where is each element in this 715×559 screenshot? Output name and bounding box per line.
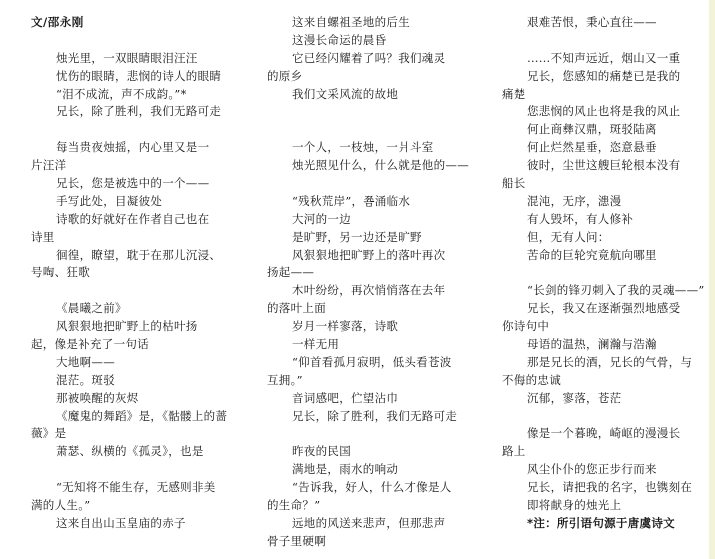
poem-line: 即将献身的烛光上 xyxy=(527,498,622,513)
poem-line: 船长 xyxy=(502,176,526,191)
poem-line: 每当贵夜烛摇，内心里又是一 xyxy=(56,140,210,155)
blank-line xyxy=(31,32,241,50)
poem-line: 那是兄长的酒，兄长的气骨，与 xyxy=(527,354,693,369)
poem-line: 烛光里，一双眼睛眼泪汪汪 xyxy=(56,50,198,65)
poem-line: 风狠狠地把旷野上的枯叶扬 xyxy=(56,319,198,334)
page-edge-tint xyxy=(709,0,715,559)
poem-line: 大地啊—— xyxy=(56,354,115,369)
poem-line: 是旷野，另一边还是旷野 xyxy=(292,229,422,244)
poem-line: 兄长，请把我的名字，也镌刻在 xyxy=(527,480,693,495)
poem-line: 兄长，除了胜利，我们无路可走 xyxy=(292,408,458,423)
poem-line: 沉郁，寥落，苍茫 xyxy=(527,390,622,405)
poem-line: 路上 xyxy=(502,444,526,459)
blank-line xyxy=(502,264,708,282)
poem-line: 何止商彝汉鼎，斑驳陆离 xyxy=(527,122,657,137)
footnote: *注：所引语句源于唐虞诗文 xyxy=(527,515,675,530)
poem-line: 艰难苦恨，秉心直往—— xyxy=(527,15,657,29)
blank-line xyxy=(31,121,241,139)
poem-line: 兄长，除了胜利，我们无路可走 xyxy=(56,104,222,119)
poem-line: 兄长，您是被选中的一个—— xyxy=(56,176,210,191)
poem-line: 诗歌的好就好在作者自己也在 xyxy=(56,211,210,226)
poem-line: 片汪洋 xyxy=(31,158,67,173)
poem-line: 互拥。” xyxy=(267,372,303,387)
author-byline: 文/邵永刚 xyxy=(31,15,84,29)
poem-line: 你诗句中 xyxy=(502,319,550,334)
poem-line: 满地是，雨水的响动 xyxy=(292,462,399,477)
poem-line: 骨子里硬啊 xyxy=(267,533,326,548)
poem-line: “泪不成流，声不成韵。”* xyxy=(56,86,187,101)
poem-line: 兄长，您感知的痛楚已是我的 xyxy=(527,68,681,83)
blank-line xyxy=(267,175,474,193)
poem-line: 痛楚 xyxy=(502,86,526,101)
blank-line xyxy=(31,282,241,300)
blank-line xyxy=(31,461,241,479)
column-3 xyxy=(502,14,708,533)
poem-line: 那被唤醒的灰烬 xyxy=(56,390,139,405)
poem-line: 母语的温热，澜瀚与浩瀚 xyxy=(527,337,657,352)
poem-line: 您悲悯的风止也将是我的风止 xyxy=(527,104,681,119)
poem-line: “残秋荒岸”，쬼涌临水 xyxy=(292,193,411,208)
poem-line: 的生命？” xyxy=(267,498,321,513)
poem-line: 薇》是 xyxy=(31,426,67,441)
poem-line: 诗里 xyxy=(31,229,55,244)
poem-line: 萧瑟、纵横的《孤灵》，也是 xyxy=(56,444,204,459)
poem-line: 有人毁坏，有人修补 xyxy=(527,211,634,226)
poem-line: 昨夜的民国 xyxy=(292,444,351,459)
column-2 xyxy=(267,14,474,551)
poem-line: 远地的风送来悲声，但那悲声 xyxy=(292,515,446,530)
poem-line: 这来自出山玉皇庙的赤子 xyxy=(56,515,186,530)
poem-line: 号啕、狂歌 xyxy=(31,265,90,280)
poem-line: 手写此处，目凝彼处 xyxy=(56,193,163,208)
poem-line: 一样无用 xyxy=(292,337,340,352)
poem-line: 徊徨，瞭望，耽于在那儿沉浸、 xyxy=(56,247,222,262)
poem-line: 风尘仆仆的您正步行而来 xyxy=(527,462,657,477)
blank-line xyxy=(502,32,708,50)
poem-line: 它已经闪耀着了吗？我们魂灵 xyxy=(292,50,446,65)
column-1 xyxy=(31,14,241,533)
poem-line: 混茫。斑驳 xyxy=(56,372,115,387)
poem-line: 我们文采风流的故地 xyxy=(292,86,399,101)
poem-line: 《魔鬼的舞蹈》是，《骷髅上的蔷 xyxy=(56,408,228,423)
poem-line: 混沌，无序，漶漫 xyxy=(527,193,622,208)
poem-line: 烛光照见什么，什么就是他的—— xyxy=(292,158,469,173)
poem-line: 彼时，尘世这艘巨轮根本没有 xyxy=(527,158,681,173)
blank-line xyxy=(267,425,474,443)
poem-line: 兄长，我又在逐渐强烈地感受 xyxy=(527,301,681,316)
poem-line: 《晨曦之前》 xyxy=(56,301,127,316)
poem-line: 这来自螺祖圣地的后生 xyxy=(292,15,410,29)
poem-line: 风狠狠地把旷野上的落叶再次 xyxy=(292,247,446,262)
poem-line: “无知将不能生存，无感则非美 xyxy=(56,480,216,495)
poem-line: 像是一个暮晚，崎岖的漫漫长 xyxy=(527,426,681,441)
poem-line: “长剑的锋刃刺入了我的灵魂——” xyxy=(527,283,705,298)
poem-line: 但，无有人问： xyxy=(527,229,610,244)
poem-line: 起，像是补充了一句话 xyxy=(31,337,149,352)
blank-line xyxy=(267,103,474,121)
poem-line: 苦命的巨轮究竟航向哪里 xyxy=(527,247,657,262)
poem-line: “告诉我，好人，什么才像是人 xyxy=(292,480,452,495)
poem-line: 音词感吧，伫望沾巾 xyxy=(292,390,399,405)
poem-line: 的落叶上面 xyxy=(267,301,326,316)
poem-line: 满的人生。” xyxy=(31,498,91,513)
poem-line: 这漫长命运的晨昏 xyxy=(292,32,387,47)
poem-line: 何止烂然星垂，恣意悬垂 xyxy=(527,140,657,155)
poem-line: 一个人，一枝烛，一爿斗室 xyxy=(292,140,434,155)
poem-line: “仰首看孤月寂明，低头看苍波 xyxy=(292,354,452,369)
poem-line: 不侮的忠诚 xyxy=(502,372,561,387)
poem-line: 大河的一边 xyxy=(292,211,351,226)
poem-line: ……不知声远近，烟山又一重 xyxy=(527,50,681,65)
blank-line xyxy=(502,408,708,426)
poem-line: 岁月一样寥落，诗歌 xyxy=(292,319,399,334)
poem-line: 忧伤的眼睛，悲悯的诗人的眼睛 xyxy=(56,68,222,83)
poem-line: 的原乡 xyxy=(267,68,303,83)
poem-line: 扬起—— xyxy=(267,265,315,280)
poem-line: 木叶纷纷，再次悄悄落在去年 xyxy=(292,283,446,298)
blank-line xyxy=(267,121,474,139)
